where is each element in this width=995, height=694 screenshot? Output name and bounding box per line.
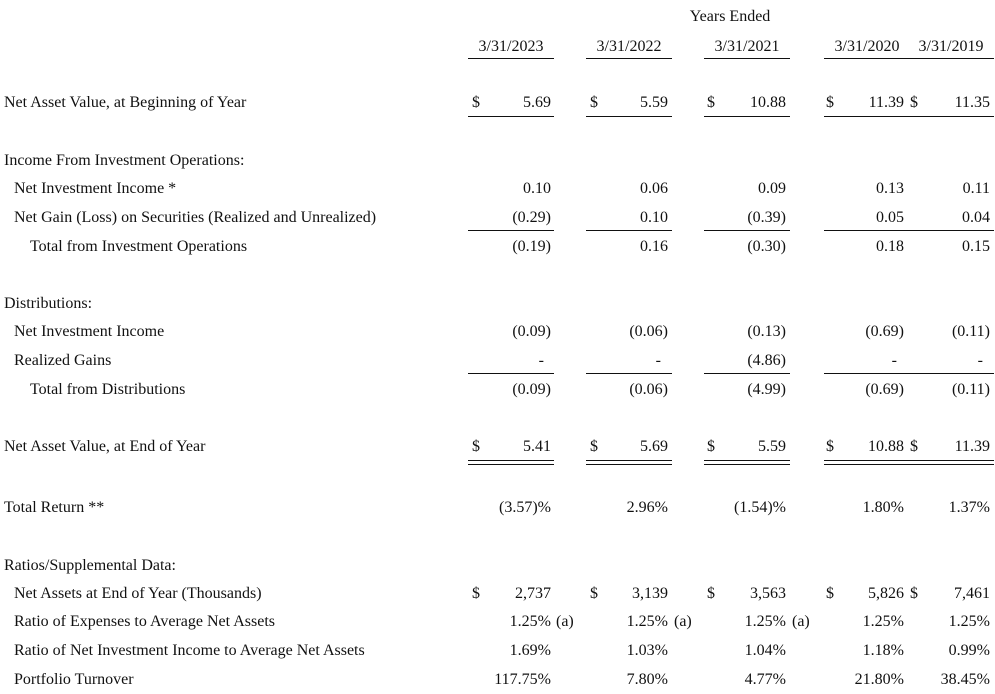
underline	[824, 373, 994, 374]
cell-net-gain-2021: (0.39)	[747, 209, 786, 226]
cell-expense-ratio-2020: 1.25%	[862, 613, 904, 630]
cell-total-ops-2021: (0.30)	[747, 238, 786, 255]
cell-turnover-2023: 117.75%	[494, 671, 551, 688]
cell-expense-ratio-2021: 1.25%	[744, 613, 786, 630]
section-heading-ratios: Ratios/Supplemental Data:	[4, 557, 176, 574]
row-label-total-dist: Total from Distributions	[30, 381, 186, 398]
double-underline	[824, 460, 994, 465]
currency-symbol: $	[826, 438, 834, 455]
underline	[468, 373, 554, 374]
cell-turnover-2020: 21.80%	[854, 671, 904, 688]
cell-realized-2021: (4.86)	[747, 352, 786, 369]
currency-symbol: $	[590, 94, 598, 111]
cell-nav-begin-2023: 5.69	[523, 94, 551, 111]
cell-nii-2019: 0.11	[962, 180, 990, 197]
cell-dist-nii-2020: (0.69)	[865, 323, 904, 340]
underline	[586, 230, 672, 231]
currency-symbol: $	[910, 438, 918, 455]
row-label-nii-ratio: Ratio of Net Investment Income to Average Net Assets	[14, 642, 365, 659]
col-header-2019: 3/31/2019	[918, 38, 984, 55]
header-underline	[824, 58, 994, 59]
cell-net-gain-2023: (0.29)	[512, 209, 551, 226]
underline	[824, 116, 994, 117]
currency-symbol: $	[590, 585, 598, 602]
currency-symbol: $	[472, 438, 480, 455]
underline	[468, 116, 554, 117]
cell-nii-ratio-2020: 1.18%	[862, 642, 904, 659]
cell-realized-2020: -	[891, 352, 897, 369]
years-ended-header: Years Ended	[689, 8, 771, 25]
currency-symbol: $	[910, 585, 918, 602]
row-label-portfolio-turnover: Portfolio Turnover	[14, 671, 134, 688]
cell-nav-begin-2019: 11.35	[954, 94, 990, 111]
footnote-a: (a)	[674, 613, 692, 630]
cell-nii-2021: 0.09	[758, 180, 786, 197]
cell-turnover-2021: 4.77%	[744, 671, 786, 688]
cell-total-ops-2023: (0.19)	[512, 238, 551, 255]
cell-nav-begin-2022: 5.59	[640, 94, 668, 111]
cell-nii-2023: 0.10	[523, 180, 551, 197]
cell-net-assets-2020: 5,826	[868, 585, 904, 602]
cell-total-dist-2021: (4.99)	[747, 381, 786, 398]
cell-nii-2020: 0.13	[876, 180, 904, 197]
cell-expense-ratio-2022: 1.25%	[626, 613, 668, 630]
cell-nav-end-2020: 10.88	[868, 438, 904, 455]
footnote-a: (a)	[792, 613, 810, 630]
cell-total-return-2019: 1.37%	[948, 499, 990, 516]
cell-total-return-2023: (3.57)%	[499, 499, 551, 516]
cell-nav-begin-2020: 11.39	[868, 94, 904, 111]
cell-dist-nii-2022: (0.06)	[629, 323, 668, 340]
row-label-nav-begin: Net Asset Value, at Beginning of Year	[4, 94, 247, 111]
cell-realized-2023: -	[538, 352, 544, 369]
cell-turnover-2019: 38.45%	[940, 671, 990, 688]
double-underline	[704, 460, 790, 465]
cell-net-assets-2022: 3,139	[632, 585, 668, 602]
row-label-net-gain: Net Gain (Loss) on Securities (Realized and Unrealized)	[14, 209, 377, 226]
col-header-2022: 3/31/2022	[596, 38, 662, 55]
section-heading-distributions: Distributions:	[4, 295, 93, 312]
cell-nav-end-2023: 5.41	[523, 438, 551, 455]
col-header-2021: 3/31/2021	[714, 38, 780, 55]
currency-symbol: $	[590, 438, 598, 455]
header-underline	[586, 58, 672, 59]
currency-symbol: $	[472, 94, 480, 111]
cell-nii-ratio-2023: 1.69%	[509, 642, 551, 659]
cell-total-ops-2020: 0.18	[876, 238, 904, 255]
cell-total-dist-2023: (0.09)	[512, 381, 551, 398]
cell-total-return-2020: 1.80%	[862, 499, 904, 516]
cell-expense-ratio-2019: 1.25%	[948, 613, 990, 630]
row-label-nii: Net Investment Income *	[14, 180, 177, 197]
underline	[586, 373, 672, 374]
col-header-2023: 3/31/2023	[478, 38, 544, 55]
row-label-realized-gains: Realized Gains	[14, 352, 112, 369]
currency-symbol: $	[707, 438, 715, 455]
row-label-dist-nii: Net Investment Income	[14, 323, 165, 340]
cell-nii-2022: 0.06	[640, 180, 668, 197]
row-label-net-assets: Net Assets at End of Year (Thousands)	[14, 585, 262, 602]
cell-nav-end-2019: 11.39	[954, 438, 990, 455]
header-underline	[468, 58, 554, 59]
cell-nii-ratio-2019: 0.99%	[948, 642, 990, 659]
currency-symbol: $	[707, 94, 715, 111]
cell-nii-ratio-2021: 1.04%	[744, 642, 786, 659]
row-label-nav-end: Net Asset Value, at End of Year	[4, 438, 206, 455]
currency-symbol: $	[707, 585, 715, 602]
cell-nii-ratio-2022: 1.03%	[626, 642, 668, 659]
cell-nav-end-2022: 5.69	[640, 438, 668, 455]
underline	[704, 116, 790, 117]
cell-net-assets-2019: 7,461	[954, 585, 990, 602]
cell-total-dist-2022: (0.06)	[629, 381, 668, 398]
underline	[704, 373, 790, 374]
underline	[468, 230, 554, 231]
underline	[824, 230, 994, 231]
underline	[704, 230, 790, 231]
cell-nav-begin-2021: 10.88	[750, 94, 786, 111]
row-label-expense-ratio: Ratio of Expenses to Average Net Assets	[14, 613, 275, 630]
double-underline	[468, 460, 554, 465]
cell-net-assets-2023: 2,737	[515, 585, 551, 602]
cell-realized-2022: -	[655, 352, 661, 369]
cell-total-ops-2019: 0.15	[962, 238, 990, 255]
double-underline	[586, 460, 672, 465]
cell-net-gain-2020: 0.05	[876, 209, 904, 226]
currency-symbol: $	[910, 94, 918, 111]
cell-dist-nii-2021: (0.13)	[747, 323, 786, 340]
cell-net-assets-2021: 3,563	[750, 585, 786, 602]
section-heading-income: Income From Investment Operations:	[4, 152, 245, 169]
cell-total-dist-2020: (0.69)	[865, 381, 904, 398]
cell-turnover-2022: 7.80%	[626, 671, 668, 688]
cell-total-ops-2022: 0.16	[640, 238, 668, 255]
cell-net-gain-2019: 0.04	[962, 209, 990, 226]
header-underline	[704, 58, 790, 59]
cell-total-return-2021: (1.54)%	[734, 499, 786, 516]
cell-dist-nii-2019: (0.11)	[951, 323, 990, 340]
row-label-total-ops: Total from Investment Operations	[30, 238, 248, 255]
cell-total-dist-2019: (0.11)	[951, 381, 990, 398]
cell-net-gain-2022: 0.10	[640, 209, 668, 226]
cell-total-return-2022: 2.96%	[626, 499, 668, 516]
underline	[586, 116, 672, 117]
cell-realized-2019: -	[977, 352, 983, 369]
row-label-total-return: Total Return **	[4, 499, 105, 516]
currency-symbol: $	[472, 585, 480, 602]
currency-symbol: $	[826, 585, 834, 602]
footnote-a: (a)	[556, 613, 574, 630]
currency-symbol: $	[826, 94, 834, 111]
cell-expense-ratio-2023: 1.25%	[509, 613, 551, 630]
cell-dist-nii-2023: (0.09)	[512, 323, 551, 340]
cell-nav-end-2021: 5.59	[758, 438, 786, 455]
col-header-2020: 3/31/2020	[834, 38, 900, 55]
